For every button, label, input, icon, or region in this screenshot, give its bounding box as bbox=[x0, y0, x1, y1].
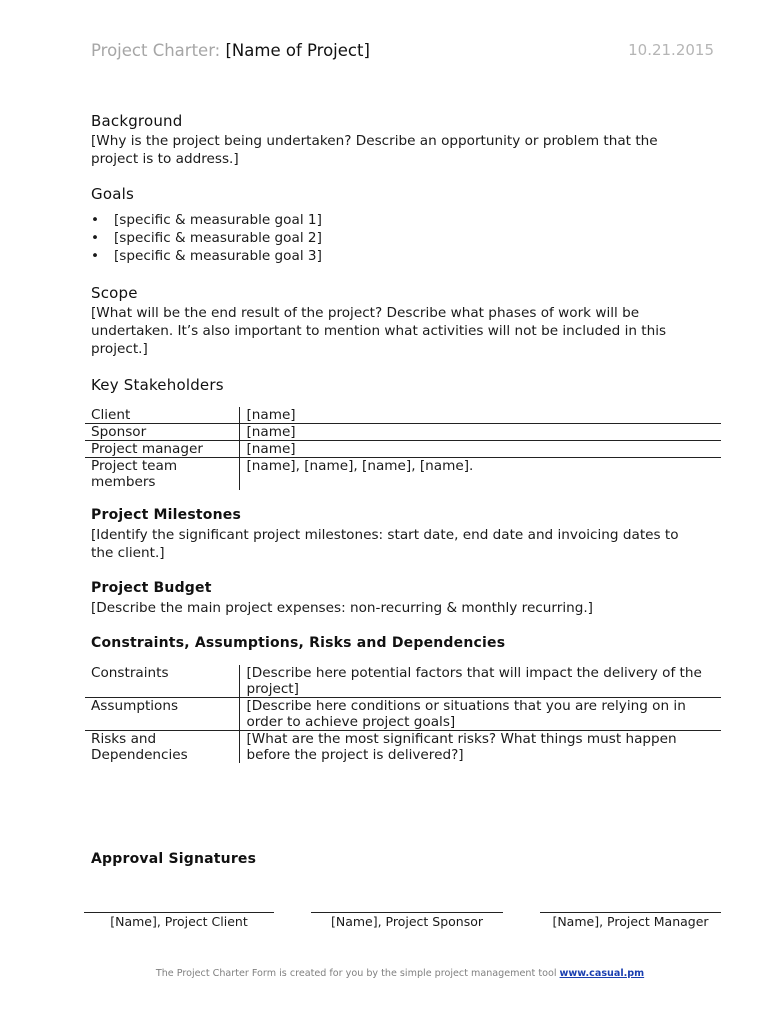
constraint-text: [Describe here conditions or situations that you are relying on in order to achieve project goals] bbox=[240, 698, 721, 731]
goal-text: [specific & measurable goal 1] bbox=[114, 212, 322, 228]
stakeholders-heading: Key Stakeholders bbox=[91, 376, 224, 394]
constraint-label: Risks and Dependencies bbox=[85, 731, 240, 764]
footer bbox=[0, 968, 768, 979]
table-row bbox=[85, 458, 721, 491]
signature-sponsor: [Name], Project Sponsor bbox=[311, 912, 503, 934]
milestones-heading: Project Milestones bbox=[91, 507, 242, 523]
goals-heading: Goals bbox=[91, 185, 134, 203]
scope-section bbox=[91, 284, 721, 358]
signature-client: [Name], Project Client bbox=[84, 912, 274, 934]
bullet-icon: • bbox=[91, 212, 100, 228]
constraints-heading: Constraints, Assumptions, Risks and Dependencies bbox=[91, 635, 506, 651]
table-row bbox=[85, 424, 721, 441]
stakeholders-table bbox=[85, 407, 721, 490]
page-title bbox=[91, 41, 370, 60]
bullet-icon: • bbox=[91, 248, 100, 264]
footer-text: The Project Charter Form is created for you by the simple project management tool bbox=[155, 968, 557, 979]
document-date: 10.21.2015 bbox=[628, 41, 714, 59]
constraint-label: Constraints bbox=[85, 665, 240, 698]
constraints-table bbox=[85, 665, 721, 763]
approval-heading: Approval Signatures bbox=[91, 851, 257, 867]
stakeholder-name: [name] bbox=[240, 441, 721, 458]
scope-text: [What will be the end result of the project? Describe what phases of work will be undertaken. It’s also important to mention what activities will not be included in this project.] bbox=[91, 305, 667, 357]
header bbox=[91, 41, 721, 81]
footer-link[interactable]: www.casual.pm bbox=[559, 968, 645, 979]
goals-section bbox=[91, 185, 721, 265]
constraints-section bbox=[91, 634, 721, 652]
project-name-placeholder: [Name of Project] bbox=[225, 41, 370, 60]
bullet-icon: • bbox=[91, 230, 100, 246]
stakeholder-role: Project manager bbox=[85, 441, 240, 458]
milestones-text: [Identify the significant project milestones: start date, end date and invoicing dates to the client.] bbox=[91, 527, 679, 561]
goal-item bbox=[91, 229, 721, 247]
goal-item bbox=[91, 247, 721, 265]
title-prefix: Project Charter: bbox=[91, 41, 221, 60]
budget-heading: Project Budget bbox=[91, 580, 212, 596]
stakeholder-name: [name] bbox=[240, 424, 721, 441]
table-row bbox=[85, 731, 721, 764]
table-row bbox=[85, 665, 721, 698]
scope-heading: Scope bbox=[91, 284, 138, 302]
table-row bbox=[85, 441, 721, 458]
constraint-text: [Describe here potential factors that will impact the delivery of the project] bbox=[246, 665, 702, 697]
stakeholder-role: Client bbox=[85, 407, 240, 424]
constraint-text: [What are the most significant risks? What things must happen before the project is delivered?] bbox=[240, 731, 721, 764]
stakeholder-role: Sponsor bbox=[85, 424, 240, 441]
background-text: [Why is the project being undertaken? Describe an opportunity or problem that the project is to address.] bbox=[91, 133, 658, 167]
goals-list bbox=[91, 211, 721, 265]
goal-text: [specific & measurable goal 3] bbox=[114, 248, 322, 264]
approval-section bbox=[91, 850, 721, 868]
signature-manager: [Name], Project Manager bbox=[540, 912, 721, 934]
background-section bbox=[91, 112, 721, 168]
table-row bbox=[85, 698, 721, 731]
milestones-section bbox=[91, 506, 721, 562]
table-row bbox=[85, 407, 721, 424]
budget-text: [Describe the main project expenses: non-recurring & monthly recurring.] bbox=[91, 600, 593, 616]
budget-section bbox=[91, 579, 721, 617]
goal-text: [specific & measurable goal 2] bbox=[114, 230, 322, 246]
stakeholder-role: Project team members bbox=[85, 458, 240, 491]
stakeholders-section bbox=[91, 376, 721, 394]
constraint-label: Assumptions bbox=[85, 698, 240, 731]
stakeholder-name: [name] bbox=[246, 407, 296, 423]
background-heading: Background bbox=[91, 112, 183, 130]
stakeholder-name: [name], [name], [name], [name]. bbox=[240, 458, 721, 491]
goal-item bbox=[91, 211, 721, 229]
